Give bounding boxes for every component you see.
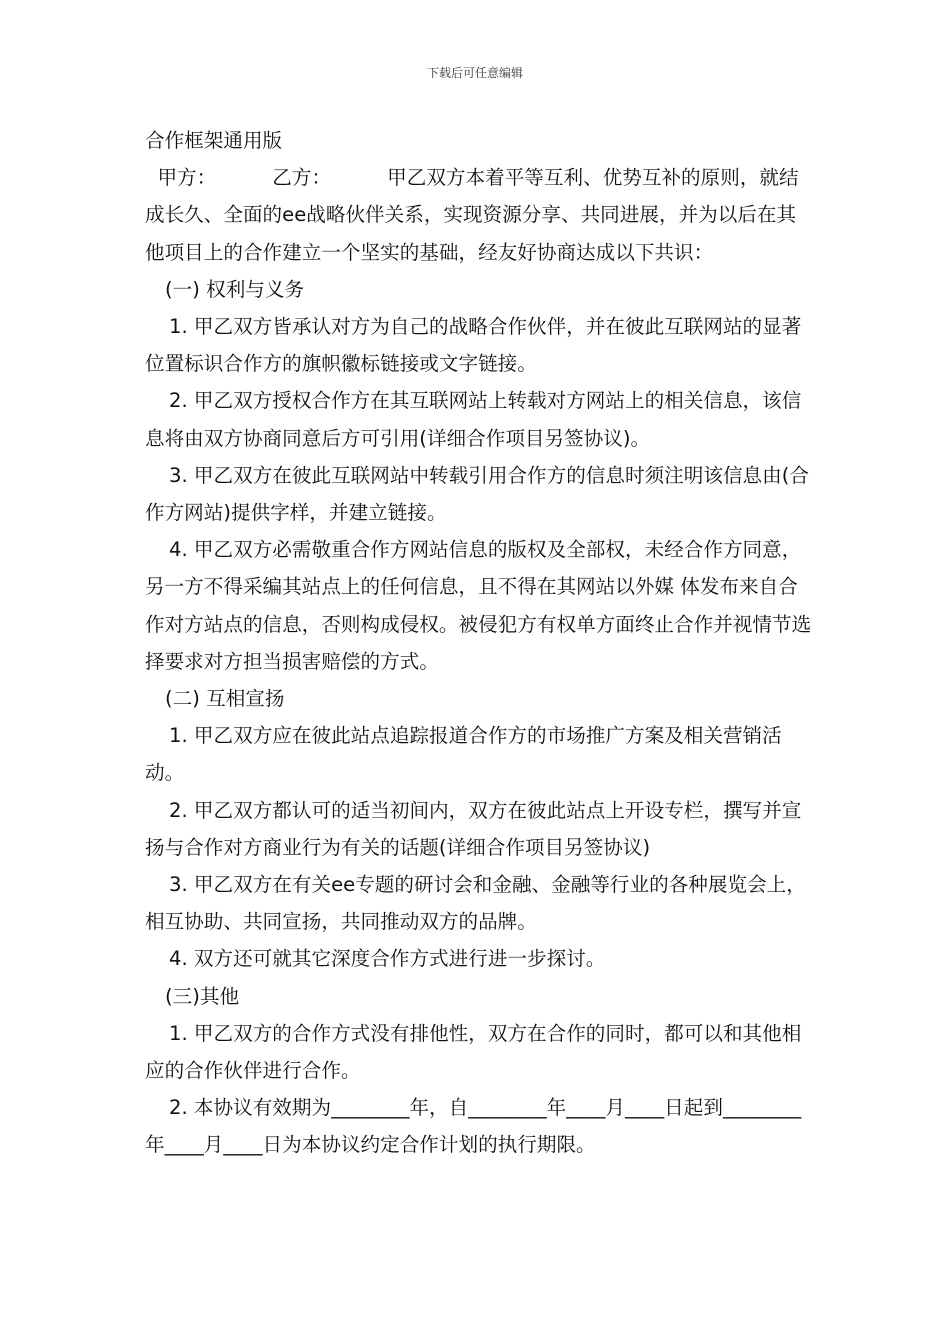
page-header: 下载后可任意编辑 [426, 66, 523, 80]
clause-1-3: 3. 甲乙双方在彼此互联网站中转载引用合作方的信息时须注明该信息由(合作方网站)提供字样，并建立链接。 [145, 463, 809, 525]
clause-2-4: 4. 双方还可就其它深度合作方式进行进一步探讨。 [169, 947, 606, 971]
clause-2-3: 3. 甲乙双方在有关ee专题的研讨会和金融、金融等行业的各种展览会上，相互协助、共同宣扬，共同推动双方的品牌。 [145, 873, 806, 934]
intro-paragraph: 甲方： 乙方： 甲乙双方本着平等互利、优势互补的原则，就结成长久、全面的ee战略伙伴关系，实现资源分享、共同进展，并为以后在其他项目上的合作建立一个坚实的基础，经友好协商达成以下共识： [145, 166, 799, 264]
clause-1-2: 2. 甲乙双方授权合作方在其互联网站上转载对方网站上的相关信息，该信息将由双方协商同意后方可引用(详细合作项目另签协议)。 [145, 389, 802, 450]
document-title: 合作框架通用版 [145, 129, 283, 152]
clause-1-1: 1. 甲乙双方皆承认对方为自己的战略合作伙伴，并在彼此互联网站的显著位置标识合作方的旗帜徽标链接或文字链接。 [145, 315, 802, 376]
section-heading-rights: (一) 权利与义务 [165, 277, 305, 301]
clause-2-1: 1. 甲乙双方应在彼此站点追踪报道合作方的市场推广方案及相关营销活动。 [145, 724, 782, 785]
section-heading-other: (三)其他 [165, 984, 240, 1008]
section-heading-promotion: (二) 互相宣扬 [165, 687, 285, 711]
clause-1-4: 4. 甲乙双方必需敬重合作方网站信息的版权及全部权，未经合作方同意，另一方不得采编其站点上的任何信息，且不得在其网站以外媒 体发布来自合作对方站点的信息，否则构成侵权。被侵犯方有权单方面终止合作并视情节选择要求对方担当损害赔偿的方式。 [145, 538, 812, 673]
document-body [145, 122, 815, 1164]
clause-2-2: 2. 甲乙双方都认可的适当初间内，双方在彼此站点上开设专栏，撰写并宣扬与合作对方商业行为有关的话题(详细合作项目另签协议) [145, 798, 802, 859]
clause-3-1: 1. 甲乙双方的合作方式没有排他性，双方在合作的同时，都可以和其他相应的合作伙伴进行合作。 [145, 1021, 802, 1083]
clause-3-2: 2. 本协议有效期为________年，自________年____月____日起到________年____月____日为本协议约定合作计划的执行期限。 [145, 1096, 802, 1157]
